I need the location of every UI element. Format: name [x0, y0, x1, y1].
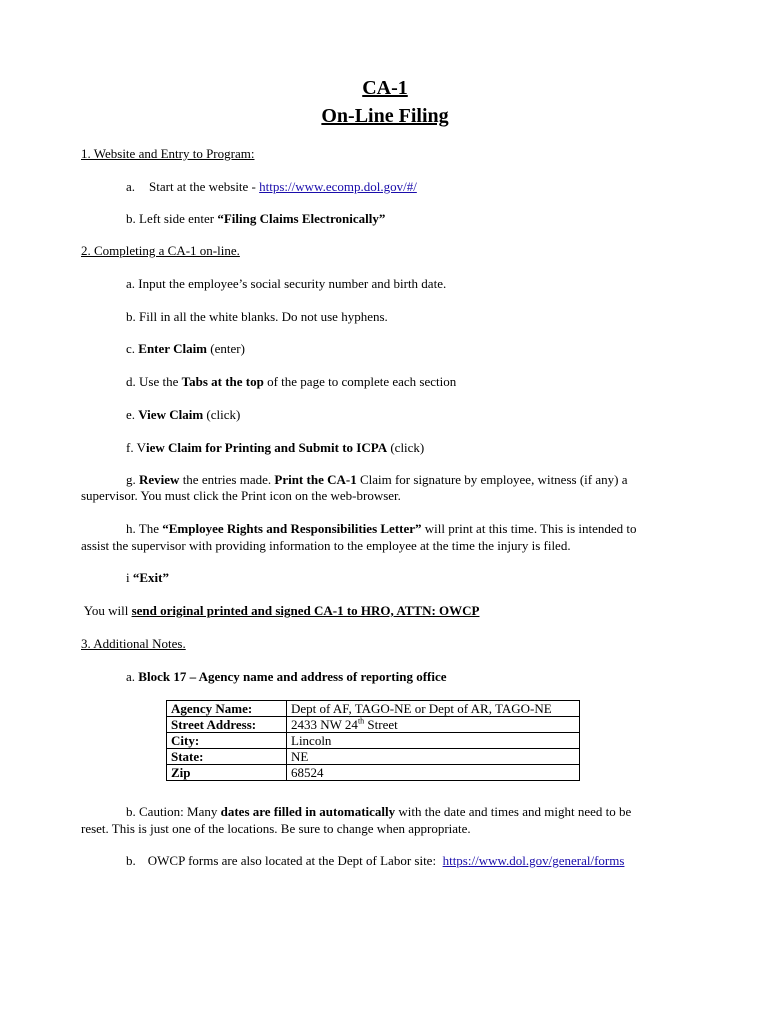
- table-value: NE: [287, 749, 580, 765]
- table-key: Zip: [167, 765, 287, 781]
- item-3a: [126, 669, 447, 685]
- item-2h-bold: “Employee Rights and Responsibilities Letter”: [162, 521, 422, 536]
- item-3b-suffix: with the date and times and might need to be: [395, 804, 632, 819]
- table-row: [167, 717, 580, 733]
- item-3b-caution-line2: reset. This is just one of the locations. Be sure to change when appropriate.: [81, 821, 471, 836]
- table-value: Dept of AF, TAGO-NE or Dept of AR, TAGO-NE: [287, 701, 580, 717]
- table-value: [287, 717, 580, 733]
- doc-title-line1: CA-1: [362, 77, 408, 99]
- item-2f-suffix: (click): [387, 440, 425, 455]
- item-2d-suffix: of the page to complete each section: [263, 374, 457, 389]
- table-key: State:: [167, 749, 287, 765]
- item-3b-bold: dates are filled in automatically: [220, 804, 396, 819]
- send-instruction: [81, 603, 480, 619]
- item-2g-middle: the entries made.: [179, 472, 275, 487]
- item-2g-line2: supervisor. You must click the Print icon on the web-browser.: [81, 488, 401, 503]
- dol-forms-link[interactable]: https://www.dol.gov/general/forms: [442, 853, 625, 868]
- item-2h-line1: [126, 521, 637, 537]
- table-row: [167, 749, 580, 765]
- item-1b-text: b. Left side enter: [126, 211, 218, 226]
- table-row: [167, 765, 580, 781]
- item-2i-bold: “Exit”: [132, 570, 169, 585]
- item-1a: [126, 179, 417, 195]
- table-row: [167, 733, 580, 749]
- item-3b-prefix: b. Caution: Many: [126, 804, 221, 819]
- item-2f-bold: iew Claim for Printing and Submit to ICPA: [145, 440, 388, 455]
- item-3b-forms: [126, 853, 624, 869]
- item-3a-bold: Block 17 – Agency name and address of reporting office: [138, 669, 447, 684]
- item-2f-prefix: f. V: [126, 440, 146, 455]
- item-2g-prefix: g.: [126, 472, 139, 487]
- section-2-heading: 2. Completing a CA-1 on-line.: [81, 243, 240, 258]
- agency-table: [166, 700, 580, 781]
- send-instruction-bold: send original printed and signed CA-1 to HRO, ATTN: OWCP: [131, 603, 480, 618]
- item-2a: a. Input the employee’s social security number and birth date.: [126, 276, 447, 291]
- street-number: 2433 NW 24: [291, 717, 358, 732]
- item-2d-prefix: d. Use the: [126, 374, 182, 389]
- item-2e-prefix: e.: [126, 407, 139, 422]
- table-row: [167, 701, 580, 717]
- table-value: 68524: [287, 765, 580, 781]
- item-2b: b. Fill in all the white blanks. Do not use hyphens.: [126, 309, 388, 324]
- item-3b2-label: b.: [126, 853, 136, 868]
- item-2c-prefix: c.: [126, 341, 139, 356]
- item-1a-text: Start at the website -: [149, 179, 260, 194]
- item-2i-prefix: i: [126, 570, 133, 585]
- section-1-heading: 1. Website and Entry to Program:: [81, 146, 255, 161]
- table-value: Lincoln: [287, 733, 580, 749]
- item-2h-suffix: will print at this time. This is intended to: [421, 521, 637, 536]
- item-2e: [126, 407, 240, 423]
- table-key: City:: [167, 733, 287, 749]
- item-2g-suffix: Claim for signature by employee, witness (if any) a: [356, 472, 628, 487]
- item-2c-bold: Enter Claim: [138, 341, 208, 356]
- item-2d-bold: Tabs at the top: [181, 374, 264, 389]
- item-2i: [126, 570, 169, 586]
- item-2g-bold-review: Review: [139, 472, 180, 487]
- item-3b-caution-line1: [126, 804, 631, 820]
- item-1a-label: a.: [126, 179, 136, 194]
- item-2h-line2: assist the supervisor with providing information to the employee at the time the injury is filed.: [81, 538, 571, 553]
- item-2g-bold-print: Print the CA-1: [274, 472, 357, 487]
- street-suffix: th: [357, 716, 365, 726]
- send-instruction-prefix: You will: [81, 603, 132, 618]
- item-3a-prefix: a.: [126, 669, 139, 684]
- item-2c-suffix: (enter): [207, 341, 245, 356]
- section-3-heading: 3. Additional Notes.: [81, 636, 186, 651]
- item-2e-bold: View Claim: [138, 407, 204, 422]
- item-2g-line1: [126, 472, 627, 488]
- item-2e-suffix: (click): [203, 407, 241, 422]
- item-2d: [126, 374, 456, 390]
- item-2c: [126, 341, 245, 357]
- ecomp-link[interactable]: https://www.ecomp.dol.gov/#/: [259, 179, 417, 194]
- table-key: Agency Name:: [167, 701, 287, 717]
- street-name: Street: [364, 717, 398, 732]
- item-2f: [126, 440, 424, 456]
- doc-title-line2: On-Line Filing: [321, 105, 449, 127]
- item-1b: [126, 211, 385, 227]
- item-2h-prefix: h. The: [126, 521, 163, 536]
- item-3b2-text: OWCP forms are also located at the Dept of Labor site:: [147, 853, 443, 868]
- item-1b-bold: “Filing Claims Electronically”: [217, 211, 386, 226]
- table-key: Street Address:: [167, 717, 287, 733]
